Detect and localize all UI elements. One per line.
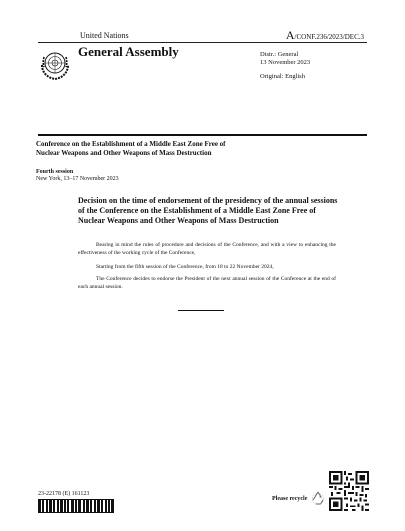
qr-code-icon — [329, 471, 369, 511]
please-recycle-label: Please recycle — [272, 496, 308, 502]
document-number: 23-22178 (E) 161123 — [38, 491, 90, 497]
issue-date: 13 November 2023 — [260, 59, 311, 66]
decision-title: Decision on the time of endorsement of the presidency of the annual sessions of the Conference on the Establishment of a Middle East Zone Free of Nuclear Weapons and Other Weapons of Mass Destruction — [78, 196, 338, 225]
end-rule — [178, 310, 224, 311]
operative-paragraph: The Conference decides to endorse the President of the next annual session of the Conference at the end of each annual session. — [78, 276, 336, 290]
distribution-block — [260, 51, 310, 81]
preamble-paragraph: Starting from the fifth session of the Conference, from 18 to 22 November 2024, — [96, 264, 274, 270]
original-language: Original: English — [260, 73, 305, 80]
symbol-rest: /CONF.236/2023/DEC.3 — [294, 33, 364, 41]
symbol-prefix: A — [285, 28, 295, 42]
document-symbol — [286, 28, 364, 43]
top-rule — [38, 42, 367, 43]
session-label: Fourth session — [36, 169, 74, 175]
conference-name: Conference on the Establishment of a Middle East Zone Free of Nuclear Weapons and Other Weapons of Mass Destruction — [36, 140, 226, 157]
un-emblem-icon — [38, 47, 72, 81]
header-rule — [38, 134, 367, 136]
place-and-dates: New York, 13–17 November 2023 — [36, 176, 119, 182]
general-assembly-title: General Assembly — [78, 44, 179, 59]
distribution: Distr.: General — [260, 51, 299, 58]
preamble-paragraph: Bearing in mind the rules of procedure and decisions of the Conference, and with a view to enhancing the effectiveness of the working cycle of the Conference, — [78, 242, 336, 256]
organization-name: United Nations — [80, 31, 129, 40]
barcode-icon — [38, 499, 114, 513]
recycle-icon — [311, 491, 325, 505]
